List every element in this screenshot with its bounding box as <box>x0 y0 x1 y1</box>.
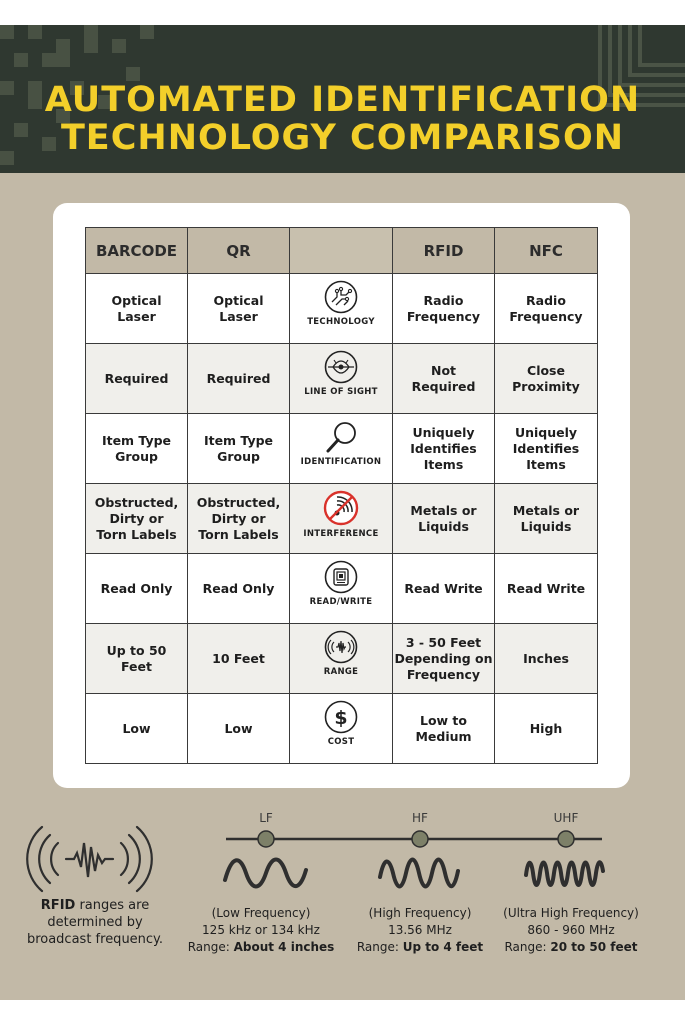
uhf-spec: 860 - 960 MHz <box>527 923 615 937</box>
hf-name: (High Frequency) <box>368 906 472 920</box>
header-nfc: NFC <box>495 228 598 274</box>
cell-rfid: Metals or Liquids <box>393 484 495 554</box>
lf-range <box>176 939 346 956</box>
uhf-range <box>486 939 656 956</box>
rfid-waves-icon <box>27 827 152 891</box>
category-label: RANGE <box>323 667 359 677</box>
uhf-range-value: 20 to 50 feet <box>550 940 638 954</box>
cell-qr: Low <box>188 694 290 764</box>
hf-range <box>335 939 505 956</box>
cell-rfid: Radio Frequency <box>393 274 495 344</box>
category-label: TECHNOLOGY <box>307 317 375 327</box>
cell-rfid: Not Required <box>393 344 495 414</box>
cell-barcode: Obstructed, Dirty or Torn Labels <box>86 484 188 554</box>
cell-nfc: High <box>495 694 598 764</box>
header-barcode: BARCODE <box>86 228 188 274</box>
cell-nfc: Close Proximity <box>495 344 598 414</box>
lf-label: LF <box>259 811 273 825</box>
category-label: INTERFERENCE <box>303 529 379 539</box>
page-background <box>0 25 685 1000</box>
cell-qr: Required <box>188 344 290 414</box>
cell-barcode: Optical Laser <box>86 274 188 344</box>
cell-qr: Item Type Group <box>188 414 290 484</box>
cell-nfc: Metals or Liquids <box>495 484 598 554</box>
cell-rfid: Uniquely Identifies Items <box>393 414 495 484</box>
uhf-marker <box>558 831 574 847</box>
hf-range-value: Up to 4 feet <box>402 940 484 954</box>
cell-qr: 10 Feet <box>188 624 290 694</box>
hf-label: HF <box>412 811 428 825</box>
lf-name: (Low Frequency) <box>211 906 311 920</box>
cell-nfc: Inches <box>495 624 598 694</box>
lf-spec: 125 kHz or 134 kHz <box>202 923 320 937</box>
svg-text:$: $ <box>334 707 348 729</box>
cell-barcode: Required <box>86 344 188 414</box>
hf-marker <box>412 831 428 847</box>
uhf-name: (Ultra High Frequency) <box>503 906 639 920</box>
hf-caption <box>335 905 505 956</box>
cell-barcode: Up to 50 Feet <box>86 624 188 694</box>
cell-rfid: 3 - 50 Feet Depending on Frequency <box>393 624 495 694</box>
header-rfid: RFID <box>393 228 495 274</box>
cell-qr: Read Only <box>188 554 290 624</box>
title-line-2: TECHNOLOGY COMPARISON <box>60 118 625 158</box>
cell-barcode: Low <box>86 694 188 764</box>
cell-nfc: Radio Frequency <box>495 274 598 344</box>
cell-qr: Optical Laser <box>188 274 290 344</box>
cell-nfc: Uniquely Identifies Items <box>495 414 598 484</box>
lf-range-value: About 4 inches <box>233 940 335 954</box>
cell-rfid: Read Write <box>393 554 495 624</box>
category-label: COST <box>327 737 355 747</box>
header-qr: QR <box>188 228 290 274</box>
rfid-note <box>20 897 170 948</box>
uhf-wave-icon <box>526 862 603 885</box>
hf-range-prefix: Range: <box>356 940 403 954</box>
rfid-note-text: ranges are determined by broadcast frequency. <box>26 898 164 947</box>
cell-nfc: Read Write <box>495 554 598 624</box>
rfid-note-bold: RFID <box>40 898 76 913</box>
hf-wave-icon <box>380 860 458 887</box>
category-label: IDENTIFICATION <box>300 457 382 467</box>
uhf-label: UHF <box>553 811 579 825</box>
uhf-caption <box>486 905 656 956</box>
title-line-1: AUTOMATED IDENTIFICATION <box>44 80 641 120</box>
hf-spec: 13.56 MHz <box>388 923 452 937</box>
cell-rfid: Low to Medium <box>393 694 495 764</box>
category-label: LINE OF SIGHT <box>304 387 378 397</box>
cell-qr: Obstructed, Dirty or Torn Labels <box>188 484 290 554</box>
lf-marker <box>258 831 274 847</box>
lf-wave-icon <box>225 860 306 887</box>
category-label: READ/WRITE <box>309 597 373 607</box>
cell-barcode: Item Type Group <box>86 414 188 484</box>
frequency-graphics <box>0 25 685 1000</box>
cell-barcode: Read Only <box>86 554 188 624</box>
uhf-range-prefix: Range: <box>504 940 551 954</box>
lf-caption <box>176 905 346 956</box>
lf-range-prefix: Range: <box>187 940 234 954</box>
